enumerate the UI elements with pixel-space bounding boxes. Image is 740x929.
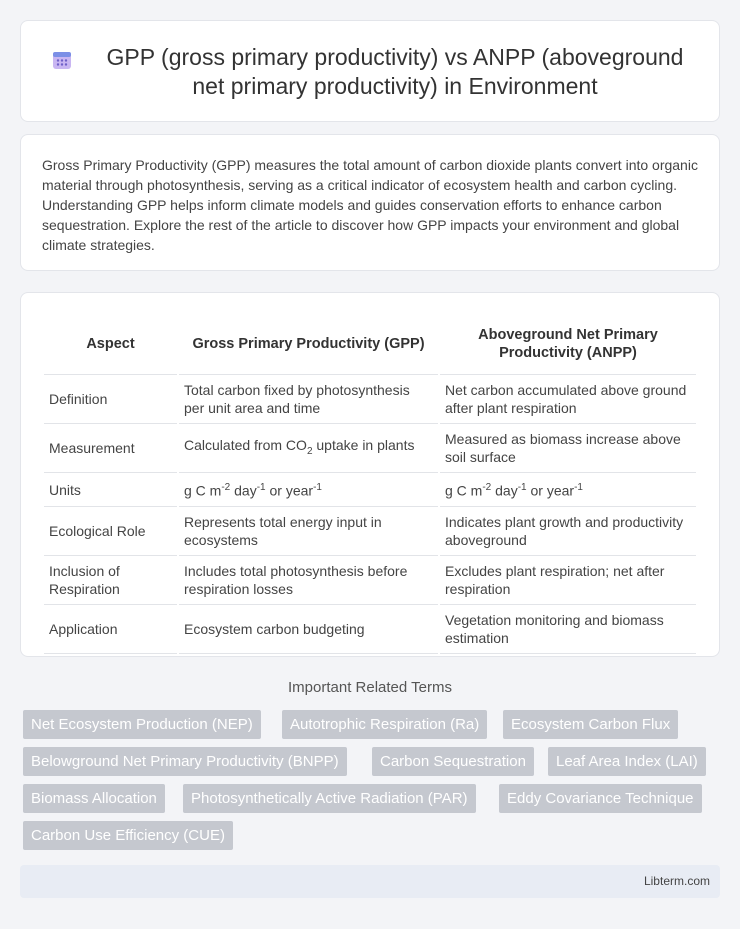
related-term-tag[interactable]: Autotrophic Respiration (Ra) (282, 710, 487, 739)
comparison-card (20, 292, 720, 657)
table-row (44, 605, 696, 654)
intro-paragraph: Gross Primary Productivity (GPP) measures the total amount of carbon dioxide plants convert into organic material through photosynthesis, serving as a critical indicator of ecosystem health and carbon cycling. Understanding GPP helps inform climate models and guides conservation efforts to enhance carbon sequestration. Explore the rest of the article to discover how GPP impacts your environment and global climate strategies. (42, 157, 698, 253)
related-term-tag[interactable]: Eddy Covariance Technique (499, 784, 702, 813)
header-gpp: Gross Primary Productivity (GPP) (179, 313, 438, 375)
cell-gpp: Includes total photosynthesis before respiration losses (179, 556, 438, 605)
related-term-tag[interactable]: Carbon Use Efficiency (CUE) (23, 821, 233, 850)
cell-anpp: Excludes plant respiration; net after respiration (440, 556, 696, 605)
intro-card (20, 134, 720, 271)
table-row (44, 375, 696, 424)
cell-anpp: Net carbon accumulated above ground after plant respiration (440, 375, 696, 424)
cell-anpp: g C $m^{-2}$ day$^{-1}$ or year$^{-1}$ (440, 473, 696, 507)
cell-gpp: Total carbon fixed by photosynthesis per unit area and time (179, 375, 438, 424)
related-term-tag[interactable]: Biomass Allocation (23, 784, 165, 813)
cell-anpp: Measured as biomass increase above soil surface (440, 424, 696, 473)
related-term-tag[interactable]: Carbon Sequestration (372, 747, 534, 776)
cell-gpp: Ecosystem carbon budgeting (179, 605, 438, 654)
table-row (44, 473, 696, 507)
related-term-tag[interactable]: Ecosystem Carbon Flux (503, 710, 678, 739)
cell-anpp: Indicates plant growth and productivity aboveground (440, 507, 696, 556)
cell-gpp: Calculated from $CO_2$ uptake in plants (179, 424, 438, 473)
related-term-tag[interactable]: Net Ecosystem Production (NEP) (23, 710, 261, 739)
cell-aspect: Measurement (44, 424, 177, 473)
cell-aspect: Application (44, 605, 177, 654)
related-term-tag[interactable]: Belowground Net Primary Productivity (BNPP) (23, 747, 347, 776)
page-title: GPP (gross primary productivity) vs ANPP (aboveground net primary productivity) in Environment (106, 44, 684, 99)
related-term-tag[interactable]: Photosynthetically Active Radiation (PAR) (183, 784, 476, 813)
cell-gpp: g C $m^{-2}$ day$^{-1}$ or year$^{-1}$ (179, 473, 438, 507)
cell-aspect: Ecological Role (44, 507, 177, 556)
table-row (44, 507, 696, 556)
table-row (44, 556, 696, 605)
cell-aspect: Units (44, 473, 177, 507)
comparison-table (42, 313, 698, 654)
header-aspect: Aspect (44, 313, 177, 375)
table-row (44, 424, 696, 473)
related-term-tag[interactable]: Leaf Area Index (LAI) (548, 747, 706, 776)
footer-brand-link[interactable]: Libterm.com (643, 874, 710, 888)
cell-aspect: Inclusion of Respiration (44, 556, 177, 605)
cell-gpp: Represents total energy input in ecosystems (179, 507, 438, 556)
cell-aspect: Definition (44, 375, 177, 424)
header-anpp: Aboveground Net Primary Productivity (ANPP) (440, 313, 696, 375)
title-card (20, 20, 720, 122)
related-terms-heading: Important Related Terms (288, 679, 452, 696)
footer (20, 865, 720, 898)
cell-anpp: Vegetation monitoring and biomass estimation (440, 605, 696, 654)
